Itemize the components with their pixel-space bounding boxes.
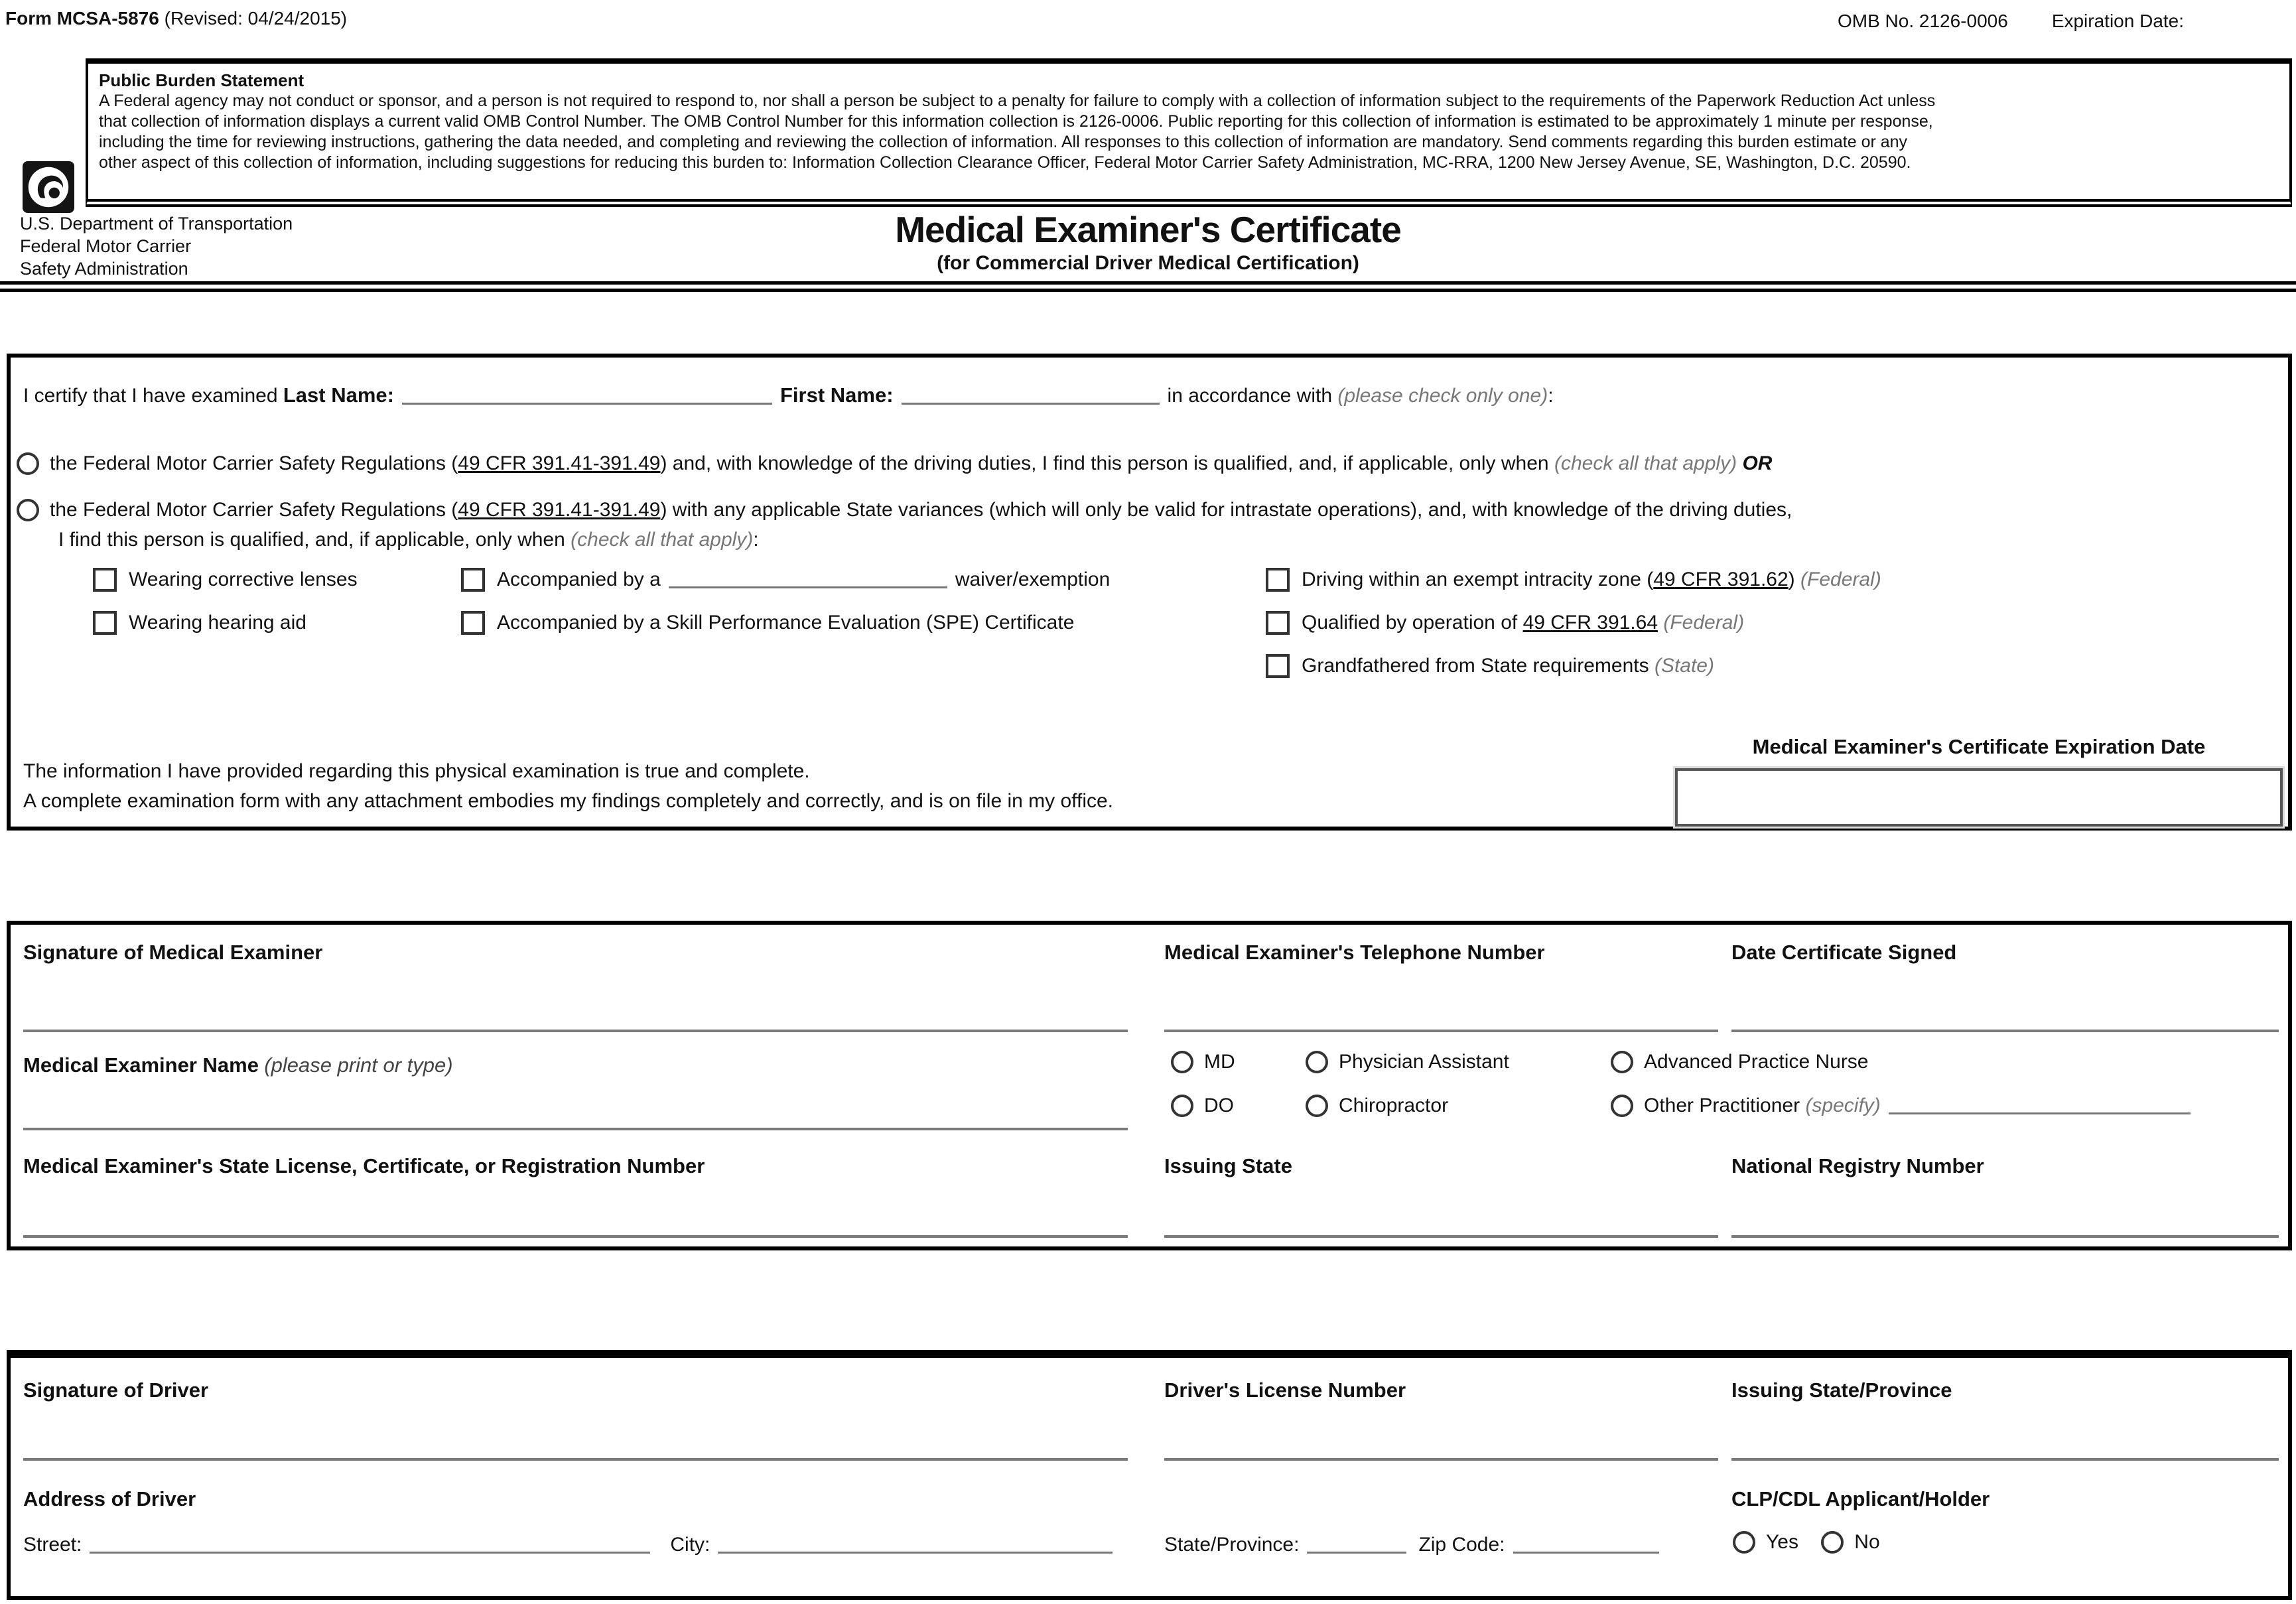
examiner-signature-line[interactable]	[23, 1030, 1128, 1032]
driver-license-line[interactable]	[1164, 1458, 1718, 1461]
form-subtitle: (for Commercial Driver Medical Certification)	[937, 252, 1359, 274]
federal-option-radio[interactable]	[17, 452, 39, 475]
expiration-date-input[interactable]	[1675, 768, 2283, 827]
intracity-close: )	[1788, 568, 1795, 590]
examiner-signature-label: Signature of Medical Examiner	[23, 941, 323, 964]
qualifier-corrective-lenses	[93, 568, 358, 592]
driver-issuing-label: Issuing State/Province	[1731, 1378, 1952, 1402]
burden-heading: Public Burden Statement	[99, 70, 304, 90]
option2-note: (check all that apply)	[571, 529, 754, 551]
option2-pre: the Federal Motor Carrier Safety Regulations (	[50, 499, 458, 521]
form-title: Medical Examiner's Certificate	[895, 209, 1401, 250]
agency-line-2: Federal Motor Carrier	[20, 236, 192, 256]
practitioner-md	[1171, 1051, 1235, 1073]
option2-line2: I find this person is qualified, and, if applicable, only when	[58, 529, 565, 551]
zip-code-label: Zip Code:	[1418, 1534, 1505, 1556]
clp-no-radio[interactable]	[1821, 1531, 1844, 1554]
other-specify-note: (specify)	[1805, 1095, 1881, 1116]
clp-no-label: No	[1854, 1531, 1880, 1553]
examiner-name-label: Medical Examiner Name	[23, 1053, 259, 1077]
spe-checkbox[interactable]	[461, 611, 485, 635]
certification-box	[7, 354, 2292, 831]
issuing-state-label: Issuing State	[1164, 1154, 1292, 1177]
examiner-phone-label: Medical Examiner's Telephone Number	[1164, 941, 1545, 964]
form-revision: (Revised: 04/24/2015)	[164, 8, 348, 29]
last-name-label: Last Name:	[283, 383, 394, 407]
qualifier-hearing-aid	[93, 611, 306, 635]
clp-cdl-label: CLP/CDL Applicant/Holder	[1731, 1487, 1990, 1510]
do-radio[interactable]	[1171, 1095, 1193, 1117]
colon: :	[1548, 385, 1554, 407]
grandfathered-label: Grandfathered from State requirements	[1302, 655, 1649, 677]
agency-line-1: U.S. Department of Transportation	[20, 214, 293, 234]
burden-line-2: that collection of information displays a current valid OMB Control Number. The OMB Control Number for this information collection is 2126-0006. Public reporting for this collection of information is estimated to be approximately 1 minute per response,	[99, 112, 1933, 131]
chiropractor-label: Chiropractor	[1339, 1095, 1449, 1116]
street-label: Street:	[23, 1534, 82, 1556]
do-label: DO	[1204, 1095, 1234, 1116]
option1-pre: the Federal Motor Carrier Safety Regulations (	[50, 452, 458, 474]
state-variance-option-radio[interactable]	[17, 499, 39, 521]
driver-license-label: Driver's License Number	[1164, 1378, 1406, 1402]
examiner-name-note: (please print or type)	[264, 1053, 453, 1077]
agency-line-3: Safety Administration	[20, 259, 188, 279]
intracity-note: (Federal)	[1800, 568, 1881, 590]
cfr-391-64-link[interactable]: 49 CFR 391.64	[1522, 612, 1658, 634]
option2-colon: :	[753, 529, 759, 551]
state-province-label: State/Province:	[1164, 1534, 1300, 1556]
qualifier-391-64	[1266, 611, 1744, 635]
option1-note: (check all that apply)	[1554, 452, 1737, 474]
grandfathered-note: (State)	[1654, 655, 1714, 677]
certify-intro: I certify that I have examined	[23, 385, 278, 407]
expiration-box-label: Medical Examiner's Certificate Expiration Date	[1752, 735, 2206, 758]
issuing-state-line[interactable]	[1164, 1235, 1718, 1238]
examiner-name-line[interactable]	[23, 1128, 1128, 1130]
clp-cdl-options	[1733, 1531, 1880, 1554]
burden-line-1: A Federal agency may not conduct or sponsor, and a person is not required to respond to, nor shall a person be subject to a penalty for failure to comply with a collection of information subject to the requirements of the Paperwork Reduction Act unless	[99, 92, 1936, 110]
clp-yes-label: Yes	[1766, 1531, 1798, 1553]
practitioner-pa	[1306, 1051, 1509, 1073]
first-name-field[interactable]	[902, 386, 1160, 405]
practitioner-other	[1611, 1095, 2198, 1117]
date-signed-line[interactable]	[1731, 1030, 2279, 1032]
driver-state-zip-row	[1164, 1534, 1667, 1556]
examiner-phone-line[interactable]	[1164, 1030, 1718, 1032]
city-label: City:	[670, 1534, 710, 1556]
cfr-391-62-link[interactable]: 49 CFR 391.62	[1653, 568, 1789, 590]
date-signed-label: Date Certificate Signed	[1731, 941, 1957, 964]
accordance-text: in accordance with	[1167, 385, 1332, 407]
option-state-variance	[17, 499, 1792, 521]
qualifier-spe	[461, 611, 1074, 635]
intracity-pre: Driving within an exempt intracity zone (	[1302, 568, 1654, 590]
zip-code-field[interactable]	[1513, 1535, 1659, 1554]
form-number: Form MCSA-5876	[5, 8, 159, 29]
other-practitioner-radio[interactable]	[1611, 1095, 1633, 1117]
cfr-391-41-49-link[interactable]: 49 CFR 391.41-391.49	[458, 452, 661, 474]
public-burden-statement-box	[86, 58, 2292, 207]
practitioner-apn	[1611, 1051, 1869, 1073]
driver-street-city-row	[23, 1534, 1120, 1556]
examiner-license-line[interactable]	[23, 1235, 1128, 1238]
corrective-lenses-checkbox[interactable]	[93, 568, 117, 592]
physician-assistant-radio[interactable]	[1306, 1051, 1328, 1073]
other-practitioner-label: Other Practitioner	[1644, 1095, 1800, 1116]
qualified-391-64-checkbox[interactable]	[1266, 611, 1290, 635]
certify-line	[23, 383, 1554, 407]
advanced-practice-nurse-label: Advanced Practice Nurse	[1644, 1051, 1869, 1073]
qualifier-waiver	[461, 568, 1110, 592]
examiner-license-label: Medical Examiner's State License, Certificate, or Registration Number	[23, 1154, 705, 1177]
md-radio[interactable]	[1171, 1051, 1193, 1073]
expiration-date-label: Expiration Date:	[2051, 11, 2185, 31]
qualifier-intracity	[1266, 568, 1881, 592]
corrective-lenses-label: Wearing corrective lenses	[129, 568, 358, 590]
other-practitioner-field[interactable]	[1889, 1096, 2191, 1115]
hearing-aid-label: Wearing hearing aid	[129, 612, 306, 634]
spe-label: Accompanied by a Skill Performance Evaluation (SPE) Certificate	[497, 612, 1075, 634]
header-rule	[0, 281, 2296, 292]
burden-line-4: other aspect of this collection of information, including suggestions for reducing this burden to: Information Collection Clearance Officer, Federal Motor Carrier Safety Administration, MC-RRA, 1200 New Jersey Avenue, SE, Washington, D.C. 20590.	[99, 153, 1911, 172]
city-field[interactable]	[718, 1535, 1113, 1554]
grandfathered-checkbox[interactable]	[1266, 654, 1290, 678]
driver-address-label: Address of Driver	[23, 1487, 196, 1510]
option-state-variance-line2	[58, 529, 759, 551]
registry-number-label: National Registry Number	[1731, 1154, 1984, 1177]
driver-issuing-line[interactable]	[1731, 1458, 2279, 1461]
check-one-note: (please check only one)	[1337, 385, 1548, 407]
street-field[interactable]	[90, 1535, 650, 1554]
cfr-391-41-49-link-2[interactable]: 49 CFR 391.41-391.49	[458, 499, 661, 521]
burden-line-3: including the time for reviewing instructions, gathering the data needed, and completing and reviewing the collection of information. All responses to this collection of information are mandatory. Send comments regarding this burden estimate or any	[99, 133, 1908, 151]
omb-block	[1838, 11, 2184, 32]
physician-assistant-label: Physician Assistant	[1339, 1051, 1509, 1073]
option1-post: ) and, with knowledge of the driving duties, I find this person is qualified, and, if applicable, only when	[660, 452, 1549, 474]
md-label: MD	[1204, 1051, 1235, 1073]
practitioner-do	[1171, 1095, 1234, 1117]
qualified-note: (Federal)	[1663, 612, 1745, 634]
intracity-checkbox[interactable]	[1266, 568, 1290, 592]
advanced-practice-nurse-radio[interactable]	[1611, 1051, 1633, 1073]
registry-number-line[interactable]	[1731, 1235, 2279, 1238]
waiver-post-label: waiver/exemption	[955, 568, 1111, 590]
attestation-line-2: A complete examination form with any attachment embodies my findings completely and correctly, and is on file in my office.	[23, 790, 1113, 812]
chiropractor-radio[interactable]	[1306, 1095, 1328, 1117]
qualifier-grandfathered	[1266, 654, 1714, 678]
option-federal	[17, 452, 1772, 475]
or-text: OR	[1742, 452, 1773, 474]
hearing-aid-checkbox[interactable]	[93, 611, 117, 635]
form-id-block	[5, 8, 347, 29]
practitioner-chiropractor	[1306, 1095, 1448, 1117]
driver-signature-line[interactable]	[23, 1458, 1128, 1461]
examiner-name-block	[23, 1053, 453, 1077]
last-name-field[interactable]	[402, 386, 772, 405]
qualified-pre: Qualified by operation of	[1302, 612, 1518, 634]
driver-signature-label: Signature of Driver	[23, 1378, 209, 1402]
option2-post: ) with any applicable State variances (which will only be valid for intrastate operations), and, with knowledge of the driving duties,	[660, 499, 1792, 521]
waiver-checkbox[interactable]	[461, 568, 485, 592]
examiner-box	[7, 921, 2292, 1250]
clp-yes-radio[interactable]	[1733, 1531, 1755, 1554]
state-province-field[interactable]	[1307, 1535, 1406, 1554]
omb-number: OMB No. 2126-0006	[1838, 11, 2008, 31]
waiver-type-field[interactable]	[669, 570, 947, 589]
attestation-line-1: The information I have provided regarding this physical examination is true and complete.	[23, 760, 810, 782]
waiver-pre-label: Accompanied by a	[497, 568, 661, 590]
first-name-label: First Name:	[779, 383, 894, 407]
